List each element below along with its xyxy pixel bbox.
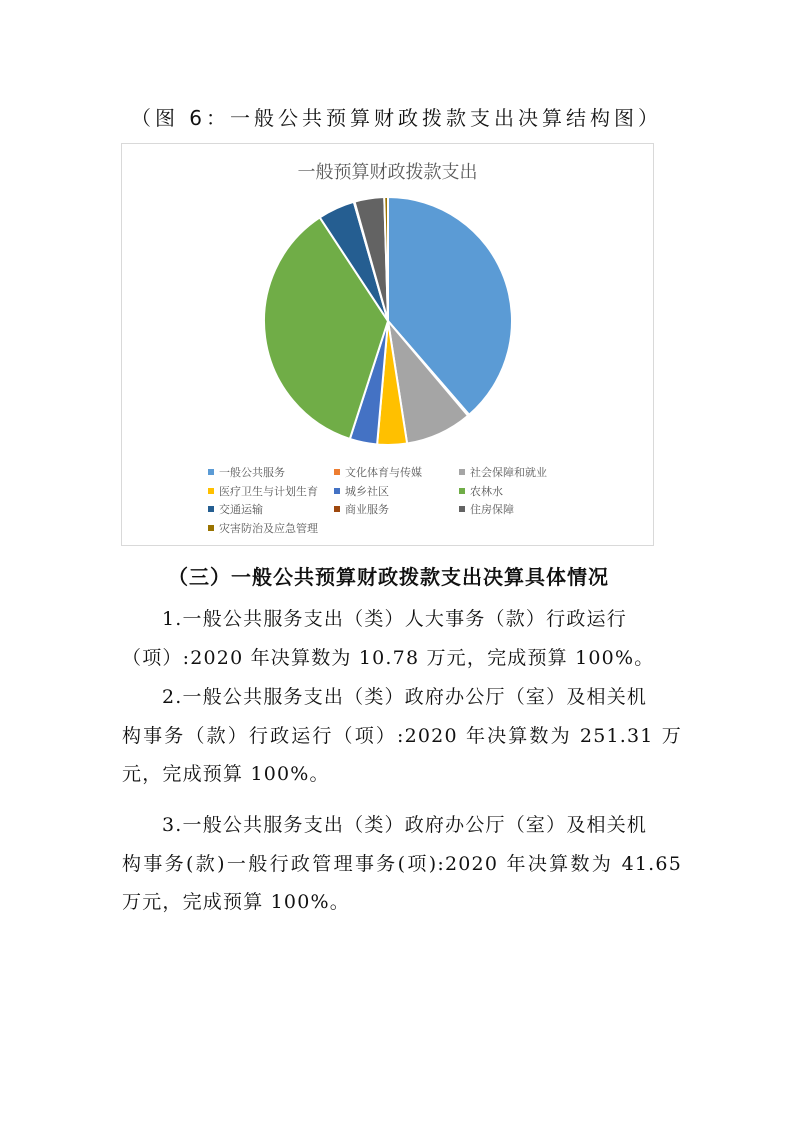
paragraph-3-rest: 构事务(款)一般行政管理事务(项):2020 年决算数为 41.65 万元，完成预算 100%。 (122, 852, 682, 913)
paragraph-1-line1: 1.一般公共服务支出（类）人大事务（款）行政运行 (162, 608, 627, 630)
legend-item-3 (459, 464, 547, 480)
pie-chart (121, 143, 654, 546)
legend-item-7 (208, 501, 263, 517)
paragraph-2-line1: 2.一般公共服务支出（类）政府办公厅（室）及相关机 (162, 686, 648, 708)
legend-swatch (334, 488, 340, 494)
paragraph-3 (122, 806, 682, 922)
legend-item-8 (334, 501, 389, 517)
paragraph-3-line1: 3.一般公共服务支出（类）政府办公厅（室）及相关机 (162, 814, 648, 836)
legend-swatch (459, 488, 465, 494)
chart-title: 一般预算财政拨款支出 (297, 162, 478, 183)
legend-label: 交通运输 (219, 503, 263, 516)
legend-item-1 (208, 464, 285, 480)
legend-swatch (459, 469, 465, 475)
legend-swatch (459, 506, 465, 512)
legend-label: 灾害防治及应急管理 (219, 521, 318, 535)
legend-label: 商业服务 (345, 503, 389, 516)
legend-label: 一般公共服务 (219, 466, 285, 479)
paragraph-1-rest: （项）:2020 年决算数为 10.78 万元，完成预算 100%。 (122, 646, 655, 669)
legend-item-5 (334, 483, 389, 499)
legend-swatch (208, 469, 214, 475)
section-heading: （三）一般公共预算财政拨款支出决算具体情况 (168, 565, 609, 589)
legend-swatch (208, 506, 214, 512)
legend-swatch (334, 506, 340, 512)
legend-item-6 (459, 483, 503, 499)
legend-item-2 (334, 464, 422, 480)
legend-item-10 (208, 520, 318, 536)
paragraph-1 (122, 600, 682, 677)
legend-label: 城乡社区 (345, 484, 389, 498)
legend-item-9 (459, 501, 514, 517)
legend-swatch (334, 469, 340, 475)
legend-swatch (208, 525, 214, 531)
legend-label: 文化体育与传媒 (345, 466, 422, 479)
legend-swatch (208, 488, 214, 494)
legend-label: 社会保障和就业 (470, 466, 547, 479)
legend-label: 医疗卫生与计划生育 (219, 484, 318, 498)
legend-item-4 (208, 483, 318, 499)
paragraph-2 (122, 678, 682, 794)
legend-label: 住房保障 (470, 503, 514, 516)
paragraph-2-rest: 构事务（款）行政运行（项）:2020 年决算数为 251.31 万元，完成预算 100%。 (122, 724, 682, 785)
figure-caption: （图 6：一般公共预算财政拨款支出决算结构图） (130, 106, 663, 130)
legend-label: 农林水 (470, 484, 503, 498)
